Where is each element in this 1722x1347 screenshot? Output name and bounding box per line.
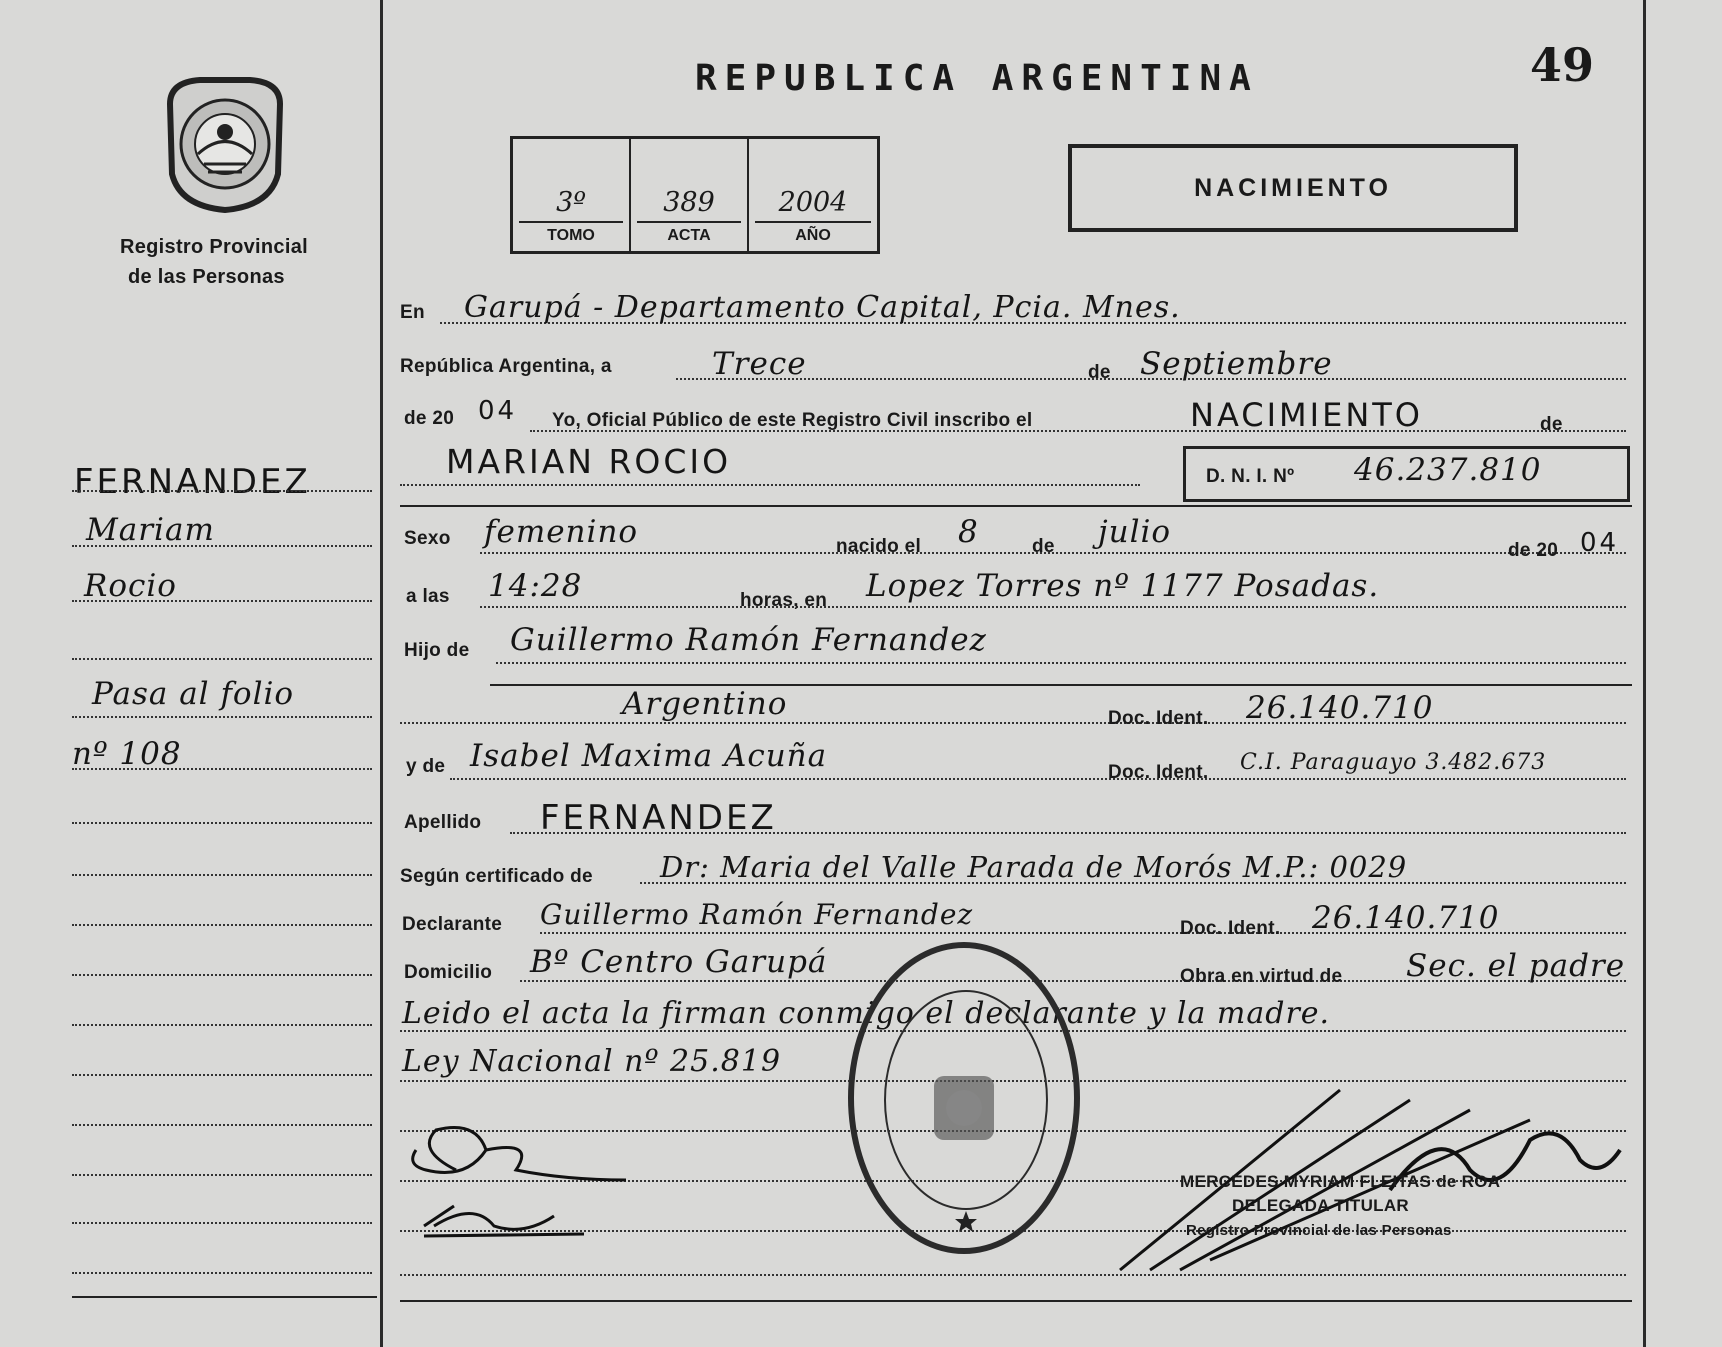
label-dni: D. N. I. Nº	[1206, 466, 1295, 487]
label-apellido: Apellido	[404, 812, 482, 833]
label-de-act: de	[1540, 414, 1563, 435]
official-office: Registro Provincial de las Personas	[1186, 1222, 1452, 1239]
value-birth-day: 8	[958, 514, 979, 550]
label-y-de: y de	[406, 756, 446, 777]
label-sexo: Sexo	[404, 528, 451, 549]
value-birth-time: 14:28	[488, 568, 583, 604]
left-column-divider	[380, 0, 383, 1347]
acta-label: ACTA	[667, 227, 711, 244]
ano-cell	[749, 139, 877, 251]
value-year-suffix: 04	[478, 396, 518, 426]
value-child-names: MARIAN ROCIO	[446, 442, 732, 481]
label-republica: República Argentina, a	[400, 356, 612, 377]
value-mother-name: Isabel Maxima Acuña	[470, 738, 828, 774]
value-address: Bº Centro Garupá	[530, 944, 828, 980]
signature-initials-icon	[414, 1196, 594, 1246]
page-number: 49	[1530, 38, 1595, 92]
label-de-20: de 20	[404, 408, 455, 429]
label-a-las: a las	[406, 586, 450, 607]
value-act-type: NACIMIENTO	[1190, 396, 1423, 434]
margin-first-name: Mariam	[86, 512, 215, 548]
value-birth-year-suffix: 04	[1580, 528, 1620, 558]
label-doc-ident-father: Doc. Ident.	[1108, 708, 1209, 729]
value-declarant: Guillermo Ramón Fernandez	[540, 898, 974, 931]
registry-name-line2: de las Personas	[128, 266, 285, 288]
right-border	[1643, 0, 1646, 1347]
label-inscribo: Yo, Oficial Público de este Registro Civil inscribo el	[552, 410, 1033, 431]
label-obra: Obra en virtud de	[1180, 966, 1343, 987]
ano-value: 2004	[778, 187, 848, 218]
official-title: DELEGADA TITULAR	[1232, 1196, 1409, 1215]
label-doc-ident-mother: Doc. Ident.	[1108, 762, 1209, 783]
label-nacido-el: nacido el	[836, 536, 922, 557]
value-father-doc: 26.140.710	[1246, 690, 1434, 726]
star-icon	[954, 1210, 978, 1234]
value-closing-line1: Leido el acta la firman conmigo el declarante y la madre.	[402, 996, 1331, 1031]
label-en: En	[400, 302, 425, 323]
label-domicilio: Domicilio	[404, 962, 493, 983]
record-id-box	[510, 136, 880, 254]
value-birth-place: Lopez Torres nº 1177 Posadas.	[866, 568, 1380, 604]
value-father-name: Guillermo Ramón Fernandez	[510, 622, 987, 658]
label-horas-en: horas, en	[740, 590, 828, 611]
label-de-20-birth: de 20	[1508, 540, 1559, 561]
margin-note-line2: nº 108	[72, 736, 182, 772]
ano-label: AÑO	[795, 227, 831, 244]
value-closing-line2: Ley Nacional nº 25.819	[402, 1044, 782, 1079]
value-certificate-by: Dr: Maria del Valle Parada de Morós M.P.: 0029	[660, 850, 1408, 884]
tomo-value: 3º	[556, 187, 586, 218]
value-mother-doc: C.I. Paraguayo 3.482.673	[1240, 750, 1547, 775]
value-surname: FERNANDEZ	[540, 798, 777, 838]
registry-stamp	[848, 942, 1080, 1254]
label-de-birth: de	[1032, 536, 1055, 557]
label-hijo-de: Hijo de	[404, 640, 470, 661]
registry-name-line1: Registro Provincial	[120, 236, 308, 258]
value-place: Garupá - Departamento Capital, Pcia. Mnes.	[464, 290, 1181, 325]
margin-second-name: Rocio	[84, 568, 177, 604]
label-de-month: de	[1088, 362, 1111, 383]
tomo-label: TOMO	[547, 227, 595, 244]
official-name: MERCEDES MYRIAM FLEITAS de ROA	[1180, 1172, 1501, 1191]
value-sex: femenino	[484, 514, 639, 550]
value-by-virtue-of: Sec. el padre	[1406, 948, 1626, 984]
value-dni-number: 46.237.810	[1354, 452, 1542, 488]
value-father-nationality: Argentino	[622, 686, 788, 722]
label-doc-ident-declarant: Doc. Ident.	[1180, 918, 1281, 939]
acta-value: 389	[663, 187, 715, 218]
province-seal-icon	[160, 74, 290, 214]
record-type-box: NACIMIENTO	[1068, 144, 1518, 232]
tomo-cell	[513, 139, 631, 251]
label-declarante: Declarante	[402, 914, 503, 935]
value-declarant-doc: 26.140.710	[1312, 900, 1500, 936]
margin-surname: FERNANDEZ	[74, 462, 311, 502]
value-birth-month: julio	[1098, 514, 1172, 550]
stamp-crest-icon	[924, 1068, 1004, 1148]
label-segun: Según certificado de	[400, 866, 593, 887]
country-title: REPUBLICA ARGENTINA	[695, 58, 1259, 99]
value-day-words: Trece	[712, 346, 807, 382]
margin-note-line1: Pasa al folio	[92, 676, 295, 712]
acta-cell	[631, 139, 749, 251]
value-month-words: Septiembre	[1140, 346, 1333, 382]
